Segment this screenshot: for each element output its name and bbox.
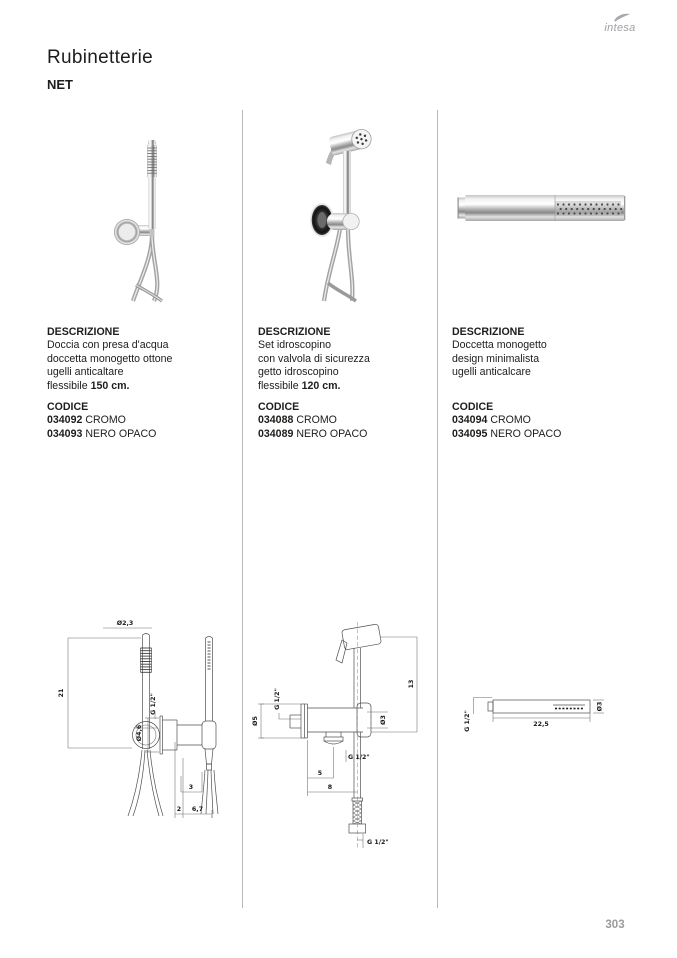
technical-drawing-hand-shower-set xyxy=(55,592,237,832)
description-block xyxy=(47,326,172,393)
dim-label: Ø2,3 xyxy=(116,620,134,627)
code-heading: CODICE xyxy=(452,401,494,413)
dim-label: 5 xyxy=(317,770,323,777)
dim-label: Ø5 xyxy=(252,716,259,726)
code-block xyxy=(47,401,156,441)
description-line: ugelli anticaltare xyxy=(47,366,124,379)
dim-label: G 1/2" xyxy=(464,710,471,732)
code-row: 034088 CROMO xyxy=(258,414,337,427)
description-line: con valvola di sicurezza xyxy=(258,352,370,365)
code-block xyxy=(452,401,561,441)
description-block xyxy=(258,326,370,393)
column-divider xyxy=(242,110,243,908)
code-row: 034089 NERO OPACO xyxy=(258,427,368,440)
code-row: 034094 CROMO xyxy=(452,414,531,427)
code-row: 034095 NERO OPACO xyxy=(452,427,562,440)
page-title: Rubinetterie xyxy=(47,47,154,68)
dim-label: 21 xyxy=(58,688,65,698)
series-name: NET xyxy=(47,77,73,92)
code-block xyxy=(258,401,367,441)
description-line: design minimalista xyxy=(452,352,540,365)
brand-logo xyxy=(599,13,641,34)
dim-label: G 1/2" xyxy=(274,688,281,710)
code-row: 034092 CROMO xyxy=(47,414,126,427)
dim-label: Ø3 xyxy=(596,701,604,712)
description-line: ugelli anticalcare xyxy=(452,366,531,379)
description-line: getto idroscopino xyxy=(258,366,339,379)
technical-drawing-bidet-spray xyxy=(250,592,440,857)
description-heading: DESCRIZIONE xyxy=(258,326,331,338)
code-row: 034093 NERO OPACO xyxy=(47,427,157,440)
description-heading: DESCRIZIONE xyxy=(452,326,525,338)
product-photo-hand-shower-set xyxy=(88,115,233,305)
dim-label: 8 xyxy=(327,784,333,791)
dim-label: 22,5 xyxy=(533,721,549,728)
code-heading: CODICE xyxy=(258,401,300,413)
technical-drawing-hand-shower xyxy=(462,688,630,748)
dim-label: G 1/2" xyxy=(150,693,157,715)
dim-label: G 1/2" xyxy=(367,839,389,846)
brand-name: intesa xyxy=(604,22,636,34)
product-photo-hand-shower xyxy=(448,178,633,243)
description-line: flessibile 150 cm. xyxy=(47,379,130,392)
description-line: flessibile 120 cm. xyxy=(258,379,341,392)
dim-label: Ø4,6 xyxy=(136,724,143,742)
description-line: doccetta monogetto ottone xyxy=(47,352,173,365)
dim-label: 2 xyxy=(176,806,182,813)
description-line: Doccia con presa d'acqua xyxy=(47,339,169,352)
description-line: Set idroscopino xyxy=(258,339,332,352)
description-block xyxy=(452,326,547,380)
description-heading: DESCRIZIONE xyxy=(47,326,120,338)
dim-label: 6,7 xyxy=(191,806,204,813)
description-line: Doccetta monogetto xyxy=(452,339,547,352)
dim-label: 3 xyxy=(188,784,194,791)
dim-label: 13 xyxy=(408,679,415,689)
leaf-swoosh-icon xyxy=(613,13,631,22)
code-heading: CODICE xyxy=(47,401,89,413)
product-photo-bidet-spray-set xyxy=(278,113,423,305)
dim-label: Ø3 xyxy=(380,715,387,725)
page-number: 303 xyxy=(605,919,625,931)
dim-label: G 1/2" xyxy=(348,754,370,761)
